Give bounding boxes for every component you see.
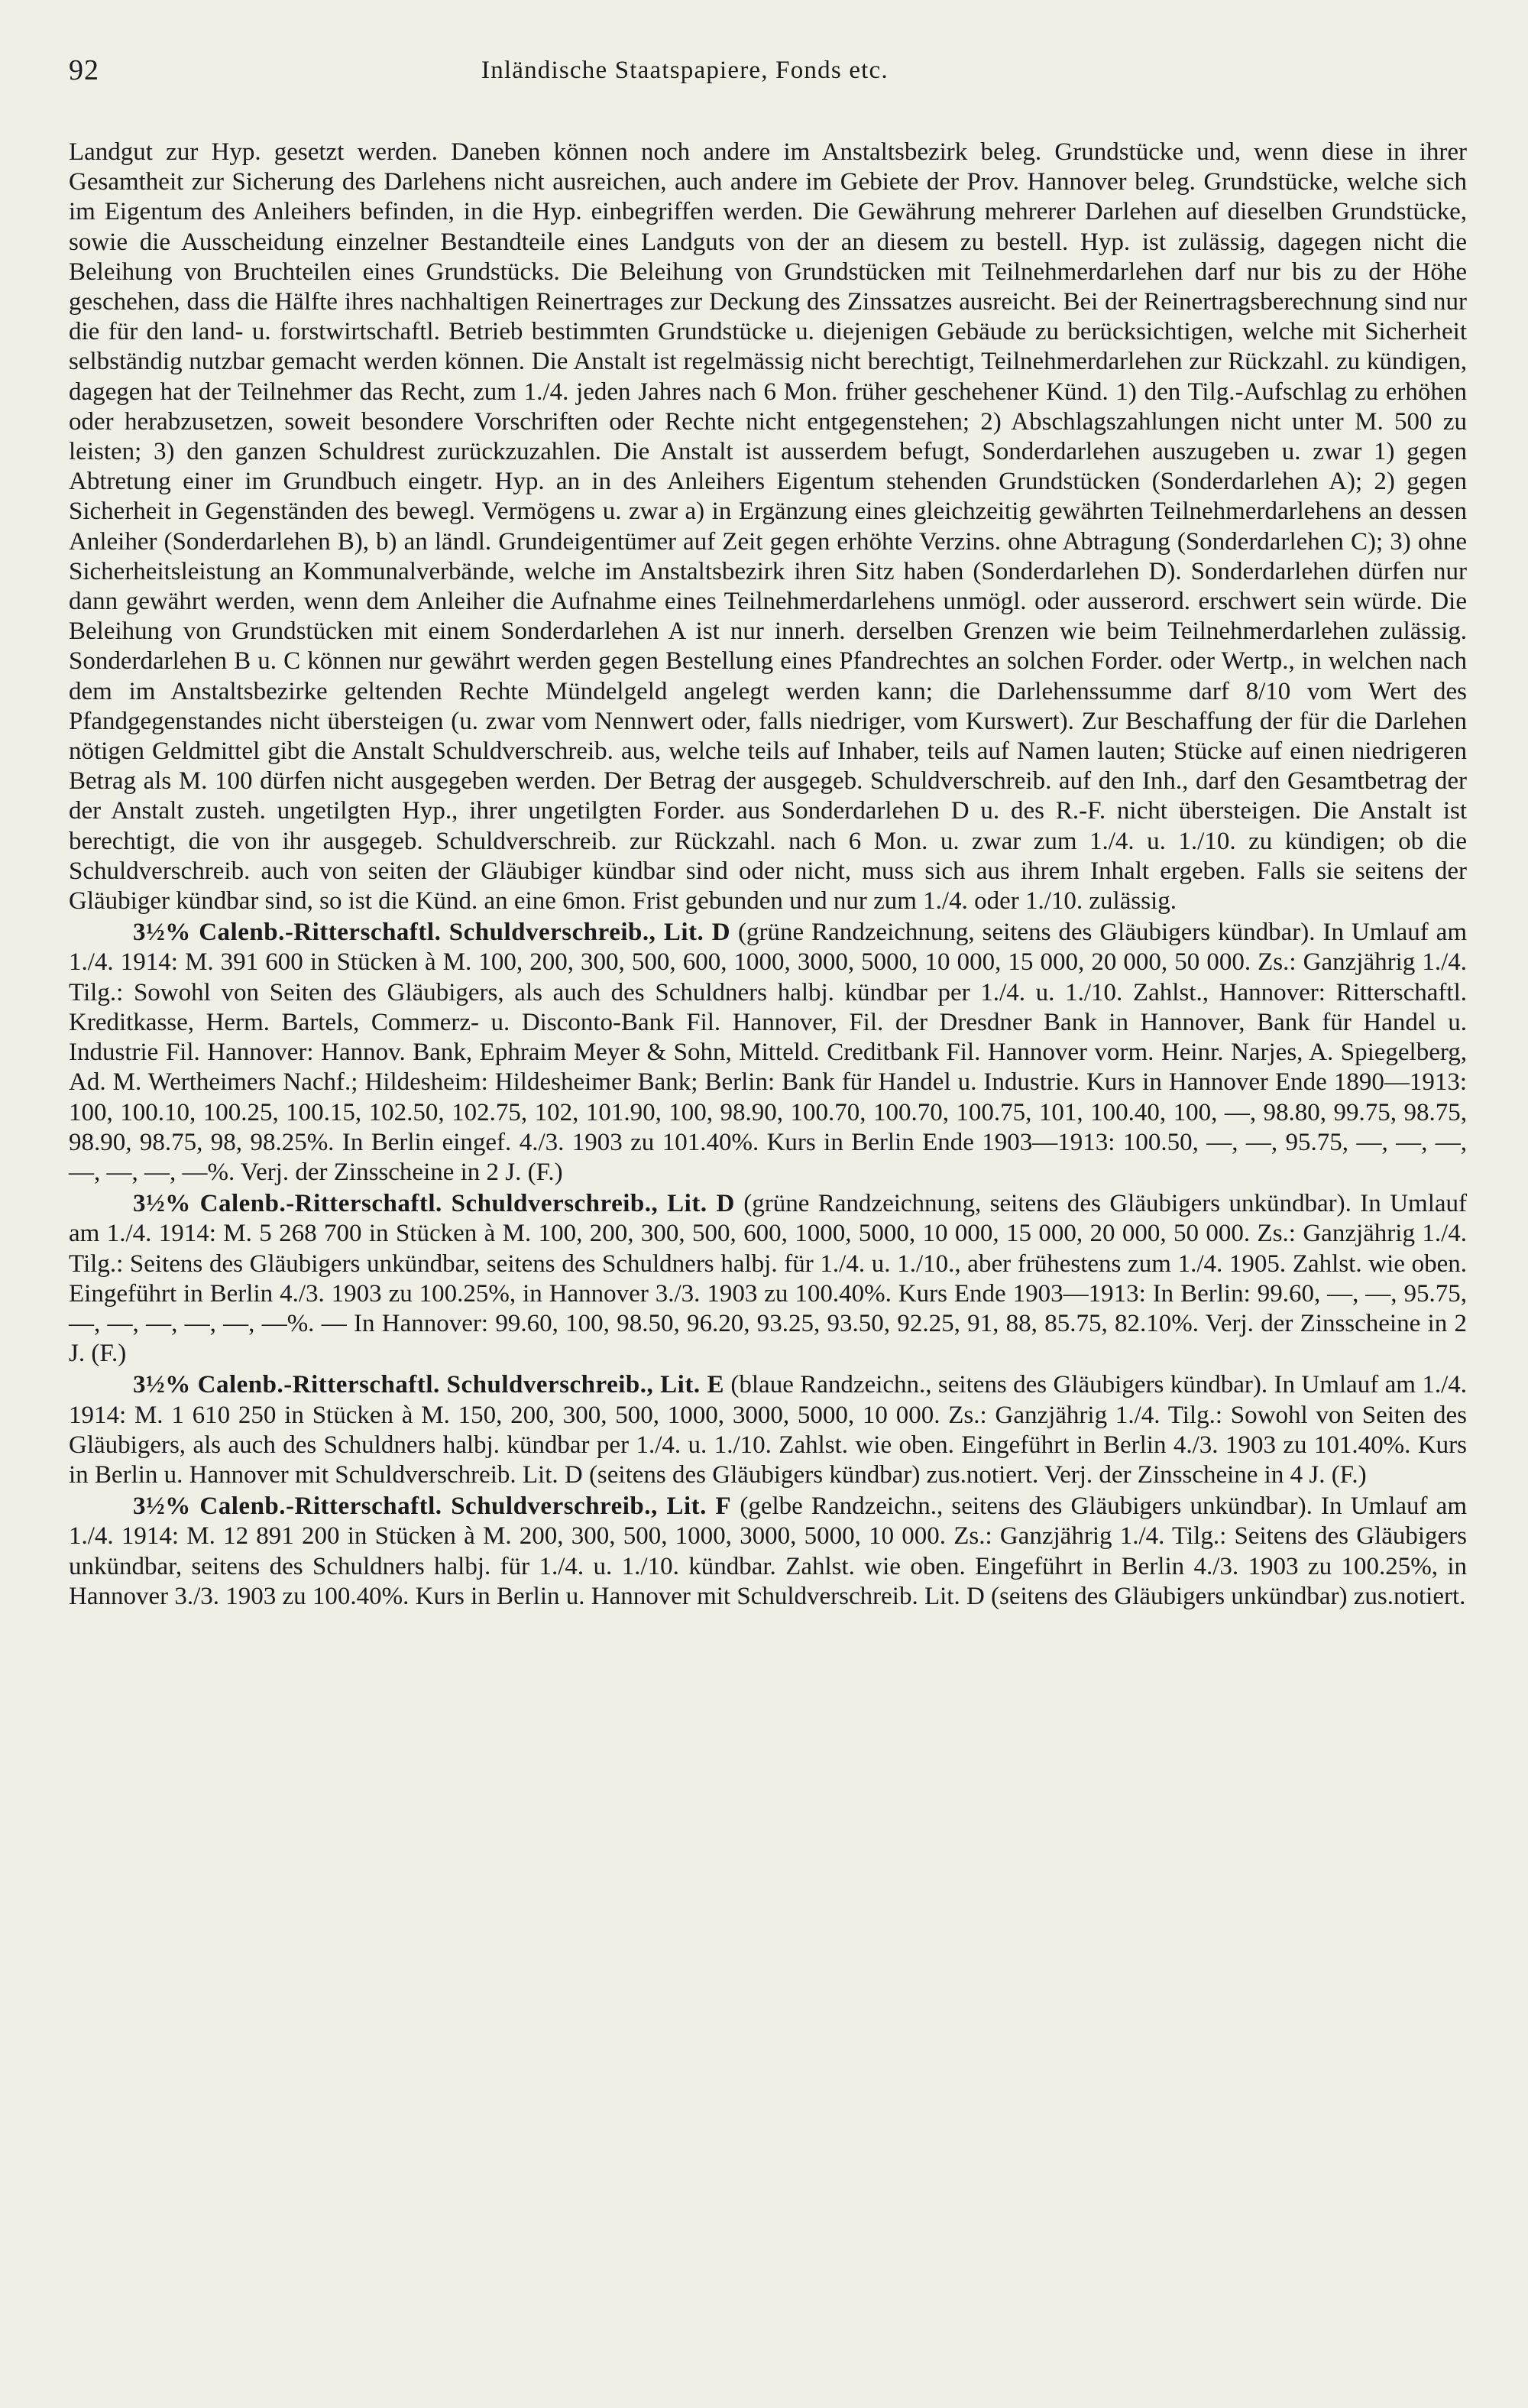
bond-entry-lit-d-kuendbar: [69, 918, 1467, 1188]
bond-entry-title: 3½% Calenb.-Ritterschaftl. Schuldverschreib., Lit. D: [133, 1190, 735, 1218]
bond-entry-text: (grüne Randzeichnung, seitens des Gläubigers kündbar). In Umlauf am 1./4. 1914: M. 391 600 in Stücken à M. 100, 200, 300, 500, 600, 1000, 3000, 5000, 10 000, 15 000, 20 000, 50 000. Zs.: Ganzjährig 1./4. Tilg.: Sowohl von Seiten des Gläubigers, als auch des Schuldners halbj. kündbar per 1./4. u. 1./10. Zahlst., Hannover: Ritterschaftl. Kreditkasse, Herm. Bartels, Commerz- u. Disconto-Bank Fil. Hannover, Fil. der Dresdner Bank in Hannover, Bank für Handel u. Industrie Fil. Hannover: Hannov. Bank, Ephraim Meyer & Sohn, Mitteld. Creditbank Fil. Hannover vorm. Heinr. Narjes, A. Spiegelberg, Ad. M. Wertheimers Nachf.; Hildesheim: Hildesheimer Bank; Berlin: Bank für Handel u. Industrie. Kurs in Hannover Ende 1890—1913: 100, 100.10, 100.25, 100.15, 102.50, 102.75, 102, 101.90, 100, 98.90, 100.70, 100.70, 100.75, 101, 100.40, 100, —, 98.80, 99.75, 98.75, 98.90, 98.75, 98, 98.25%. In Berlin eingef. 4./3. 1903 zu 101.40%. Kurs in Berlin Ende 1903—1913: 100.50, —, —, 95.75, —, —, —, —, —, —, —%. Verj. der Zinsscheine in 2 J. (F.): [69, 919, 1467, 1186]
bond-entry-lit-d-unkuendbar: [69, 1189, 1467, 1369]
bond-entry-title: 3½% Calenb.-Ritterschaftl. Schuldverschreib., Lit. F: [133, 1492, 732, 1521]
page-body: [69, 138, 1467, 1612]
bond-entry-title: 3½% Calenb.-Ritterschaftl. Schuldverschreib., Lit. D: [133, 919, 731, 947]
bond-entry-text: (grüne Randzeichnung, seitens des Gläubigers unkündbar). In Umlauf am 1./4. 1914: M. 5 268 700 in Stücken à M. 100, 200, 300, 500, 600, 1000, 5000, 10 000, 15 000, 20 000, 50 000. Zs.: Ganzjährig 1./4. Tilg.: Seitens des Gläubigers unkündbar, seitens des Schuldners halbj. für 1./4. u. 1./10., aber frühestens zum 1./4. 1905. Zahlst. wie oben. Eingeführt in Berlin 4./3. 1903 zu 100.25%, in Hannover 3./3. 1903 zu 100.40%. Kurs Ende 1903—1913: In Berlin: 99.60, —, —, 95.75, —, —, —, —, —, —%. — In Hannover: 99.60, 100, 98.50, 96.20, 93.25, 93.50, 92.25, 91, 88, 85.75, 82.10%. Verj. der Zinsscheine in 2 J. (F.): [69, 1190, 1467, 1368]
bond-entry-lit-f: [69, 1492, 1467, 1612]
bond-entry-text: (gelbe Randzeichn., seitens des Gläubigers unkündbar). In Umlauf am 1./4. 1914: M. 12 891 200 in Stücken à M. 200, 300, 500, 1000, 3000, 5000, 10 000. Zs.: Ganzjährig 1./4. Tilg.: Seitens des Gläubigers unkündbar, seitens des Schuldners halbj. für 1./4. u. 1./10. kündbar. Zahlst. wie oben. Eingeführt in Berlin 4./3. 1903 zu 100.25%, in Hannover 3./3. 1903 zu 100.40%. Kurs in Berlin u. Hannover mit Schuldverschreib. Lit. D (seitens des Gläubigers unkündbar) zus.notiert.: [69, 1492, 1467, 1610]
bond-entry-text: (blaue Randzeichn., seitens des Gläubigers kündbar). In Umlauf am 1./4. 1914: M. 1 610 250 in Stücken à M. 150, 200, 300, 500, 1000, 3000, 5000, 10 000. Zs.: Ganzjährig 1./4. Tilg.: Sowohl von Seiten des Gläubigers, als auch des Schuldners halbj. kündbar per 1./4. u. 1./10. Zahlst. wie oben. Eingeführt in Berlin 4./3. 1903 zu 101.40%. Kurs in Berlin u. Hannover mit Schuldverschreib. Lit. D (seitens des Gläubigers kündbar) zus.notiert. Verj. der Zinsscheine in 4 J. (F.): [69, 1371, 1467, 1489]
book-page: [69, 53, 1467, 2377]
bond-entry-title: 3½% Calenb.-Ritterschaftl. Schuldverschreib., Lit. E: [133, 1371, 724, 1399]
intro-paragraph: Landgut zur Hyp. gesetzt werden. Daneben können noch andere im Anstaltsbezirk beleg. Grundstücke und, wenn diese in ihrer Gesamtheit zur Sicherung des Darlehens nicht ausreichen, auch andere im Gebiete der Prov. Hannover beleg. Grundstücke, welche sich im Eigentum des Anleihers befinden, in die Hyp. einbegriffen werden. Die Gewährung mehrerer Darlehen auf dieselben Grundstücke, sowie die Ausscheidung einzelner Bestandteile eines Landguts von der an diesem zu bestell. Hyp. ist zulässig, dagegen nicht die Beleihung von Bruchteilen eines Grundstücks. Die Beleihung von Grundstücken mit Teilnehmerdarlehen darf nur bis zu der Höhe geschehen, dass die Hälfte ihres nachhaltigen Reinertrages zur Deckung des Zinssatzes ausreicht. Bei der Reinertragsberechnung sind nur die für den land- u. forstwirtschaftl. Betrieb bestimmten Grundstücke u. diejenigen Gebäude zu berücksichtigen, welche mit Sicherheit selbständig nutzbar gemacht werden können. Die Anstalt ist regelmässig nicht berechtigt, Teilnehmerdarlehen zur Rückzahl. zu kündigen, dagegen hat der Teilnehmer das Recht, zum 1./4. jeden Jahres nach 6 Mon. früher geschehener Künd. 1) den Tilg.-Aufschlag zu erhöhen oder herabzusetzen, soweit besondere Vorschriften oder Rechte nicht entgegenstehen; 2) Abschlagszahlungen nicht unter M. 500 zu leisten; 3) den ganzen Schuldrest zurückzuzahlen. Die Anstalt ist ausserdem befugt, Sonderdarlehen auszugeben u. zwar 1) gegen Abtretung einer im Grundbuch eingetr. Hyp. an in des Anleihers Eigentum stehenden Grundstücken (Sonderdarlehen A); 2) gegen Sicherheit in Gegenständen des bewegl. Vermögens u. zwar a) in Ergänzung eines gleichzeitig gewährten Teilnehmerdarlehens an dessen Anleiher (Sonderdarlehen B), b) an ländl. Grundeigentümer auf Zeit gegen erhöhte Verzins. ohne Abtragung (Sonderdarlehen C); 3) ohne Sicherheitsleistung an Kommunalverbände, welche im Anstaltsbezirk ihren Sitz haben (Sonderdarlehen D). Sonderdarlehen dürfen nur dann gewährt werden, wenn dem Anleiher die Aufnahme eines Teilnehmerdarlehens unmögl. oder ausserord. erschwert sein würde. Die Beleihung von Grundstücken mit einem Sonderdarlehen A ist nur innerh. derselben Grenzen wie beim Teilnehmerdarlehen zulässig. Sonderdarlehen B u. C können nur gewährt werden gegen Bestellung eines Pfandrechtes an solchen Forder. oder Wertp., in welchen nach dem im Anstaltsbezirke geltenden Rechte Mündelgeld angelegt werden kann; die Darlehenssumme darf 8/10 vom Wert des Pfandgegenstandes nicht übersteigen (u. zwar vom Nennwert oder, falls niedriger, vom Kurswert). Zur Beschaffung der für die Darlehen nötigen Geldmittel gibt die Anstalt Schuldverschreib. aus, welche teils auf Inhaber, teils auf Namen lauten; Stücke auf einen niedrigeren Betrag als M. 100 dürfen nicht ausgegeben werden. Der Betrag der ausgegeb. Schuldverschreib. auf den Inh., darf den Gesamtbetrag der der Anstalt zusteh. ungetilgten Hyp., ihrer ungetilgten Forder. aus Sonderdarlehen D u. des R.-F. nicht übersteigen. Die Anstalt ist berechtigt, die von ihr ausgegeb. Schuldverschreib. zur Rückzahl. nach 6 Mon. u. zwar zum 1./4. u. 1./10. zu kündigen; ob die Schuldverschreib. auch von seiten der Gläubiger kündbar sind oder nicht, muss sich aus ihrem Inhalt ergeben. Falls sie seitens der Gläubiger kündbar sind, so ist die Künd. an eine 6mon. Frist gebunden und nur zum 1./4. oder 1./10. zulässig.: [69, 138, 1467, 916]
page-header: [69, 53, 1467, 99]
bond-entry-lit-e: [69, 1370, 1467, 1490]
running-title: Inländische Staatspapiere, Fonds etc.: [481, 57, 889, 84]
page-number: 92: [69, 54, 99, 86]
